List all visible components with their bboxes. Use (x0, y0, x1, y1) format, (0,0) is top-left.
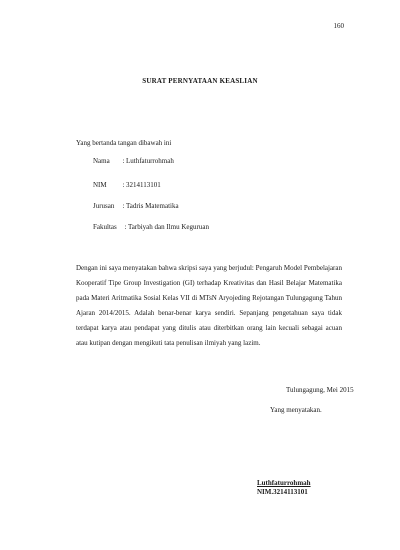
signatory-nim: NIM.3214113101 (257, 488, 308, 496)
field-separator: : (122, 181, 125, 189)
field-fakultas (93, 223, 209, 231)
statement-paragraph: Dengan ini saya menyatakan bahwa skripsi saya yang berjudul: Pengaruh Model Pembelajaran Kooperatif Tipe Group Investigation (GI) terhadap Kreativitas dan Hasil Belajar Matematika pada Materi Aritmatika Sosial Kelas VII di MTsN Aryojeding Rejotangan Tulungagung Tahun Ajaran 2014/2015. Adalah benar-benar karya sendiri. Sepanjang pengetahuan saya tidak terdapat karya atau pendapat yang ditulis atau diterbitkan orang lain kecuali sebagai acuan atau kutipan dengan mengikuti tata penulisan ilmiyah yang lazim. (76, 264, 342, 347)
page-number: 160 (333, 22, 344, 30)
declarer-label: Yang menyatakan. (270, 406, 322, 414)
document-title: SURAT PERNYATAAN KEASLIAN (142, 77, 258, 85)
field-value: Tarbiyah dan Ilmu Keguruan (128, 223, 209, 231)
field-label: Jurusan (93, 202, 115, 210)
field-nim (93, 181, 161, 189)
field-nama (93, 157, 174, 165)
field-jurusan (93, 202, 179, 210)
field-value: 3214113101 (126, 181, 161, 189)
field-label: NIM (93, 181, 107, 189)
place-date: Tulungagung, Mei 2015 (286, 386, 354, 394)
field-value: Luthfaturrohmah (126, 157, 174, 165)
field-label: Nama (93, 157, 110, 165)
field-label: Fakultas (93, 223, 117, 231)
signatory-name: Luthfaturrohmah (257, 479, 311, 487)
intro-text: Yang bertanda tangan dibawah ini (76, 139, 172, 147)
field-separator: : (122, 202, 125, 210)
field-separator: : (124, 223, 127, 231)
field-separator: : (122, 157, 125, 165)
field-value: Tadris Matematika (126, 202, 179, 210)
